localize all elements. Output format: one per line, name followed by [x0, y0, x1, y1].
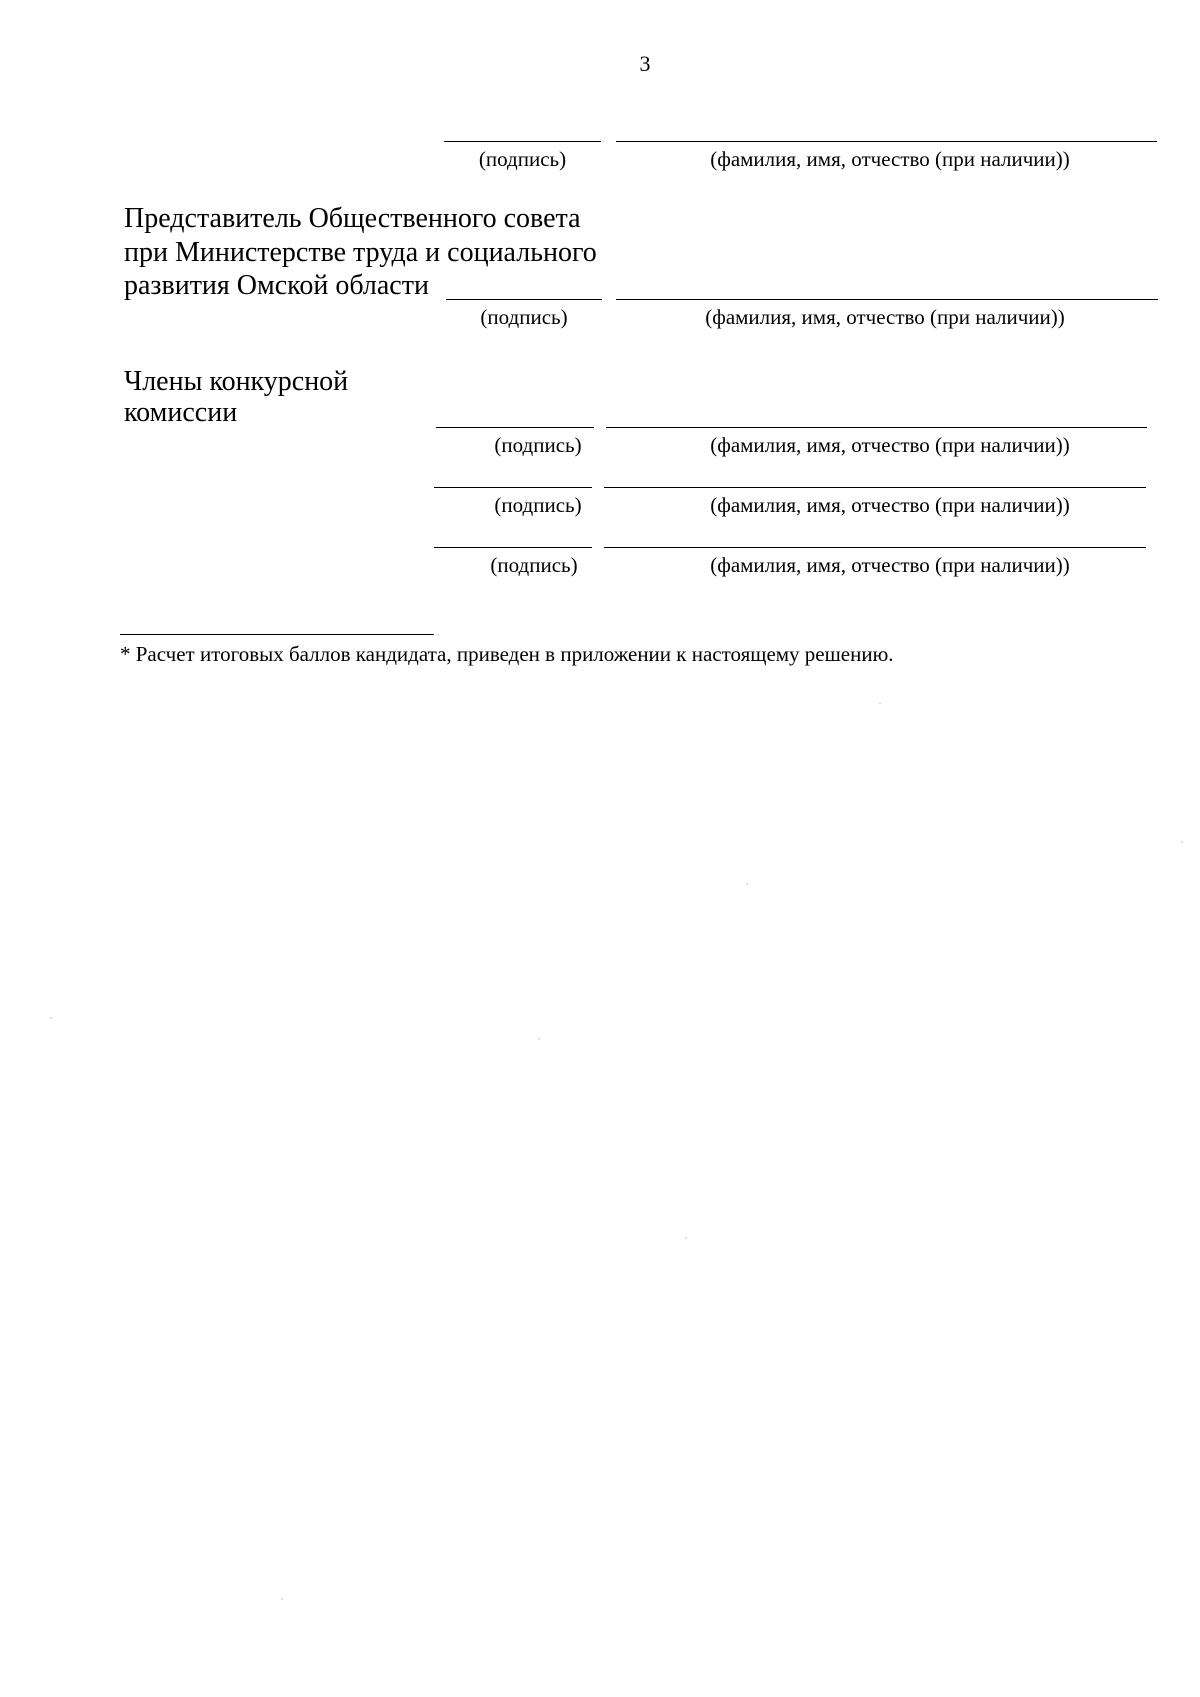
name-caption: (фамилия, имя, отчество (при наличии)): [710, 147, 1070, 171]
scan-speck: [746, 883, 748, 885]
scan-speck: [50, 1017, 52, 1019]
signature-caption: (подпись): [494, 433, 582, 457]
footnote: * Расчет итоговых баллов кандидата, приведен в приложении к настоящему решению.: [120, 642, 894, 666]
name-line: [616, 141, 1157, 142]
scan-speck: [685, 1237, 687, 1239]
signature-caption: (подпись): [490, 553, 578, 577]
name-caption: (фамилия, имя, отчество (при наличии)): [710, 553, 1070, 577]
scan-speck: [1181, 841, 1183, 843]
name-line: [606, 427, 1147, 428]
signature-line: [444, 141, 601, 142]
members-label-line-1: Члены конкурсной: [124, 366, 349, 397]
representative-label-line-3: развития Омской области: [124, 270, 429, 301]
representative-label-line-2: при Министерстве труда и социального: [124, 237, 597, 268]
name-caption: (фамилия, имя, отчество (при наличии)): [705, 305, 1065, 329]
name-caption: (фамилия, имя, отчество (при наличии)): [710, 433, 1070, 457]
signature-line: [434, 547, 592, 548]
name-caption: (фамилия, имя, отчество (при наличии)): [710, 493, 1070, 517]
signature-caption: (подпись): [494, 493, 582, 517]
signature-line: [446, 299, 602, 300]
signature-caption: (подпись): [478, 147, 567, 171]
signature-caption: (подпись): [480, 305, 568, 329]
page-number: 3: [639, 51, 651, 76]
name-line: [616, 299, 1158, 300]
name-line: [604, 487, 1146, 488]
footnote-divider: [120, 634, 434, 635]
scan-speck: [281, 1598, 283, 1600]
scan-speck: [879, 702, 881, 704]
scan-speck: [538, 1038, 540, 1040]
members-label-line-2: комиссии: [124, 397, 238, 428]
name-line: [604, 547, 1146, 548]
signature-line: [434, 487, 592, 488]
representative-label-line-1: Представитель Общественного совета: [124, 203, 581, 234]
signature-line: [436, 427, 594, 428]
